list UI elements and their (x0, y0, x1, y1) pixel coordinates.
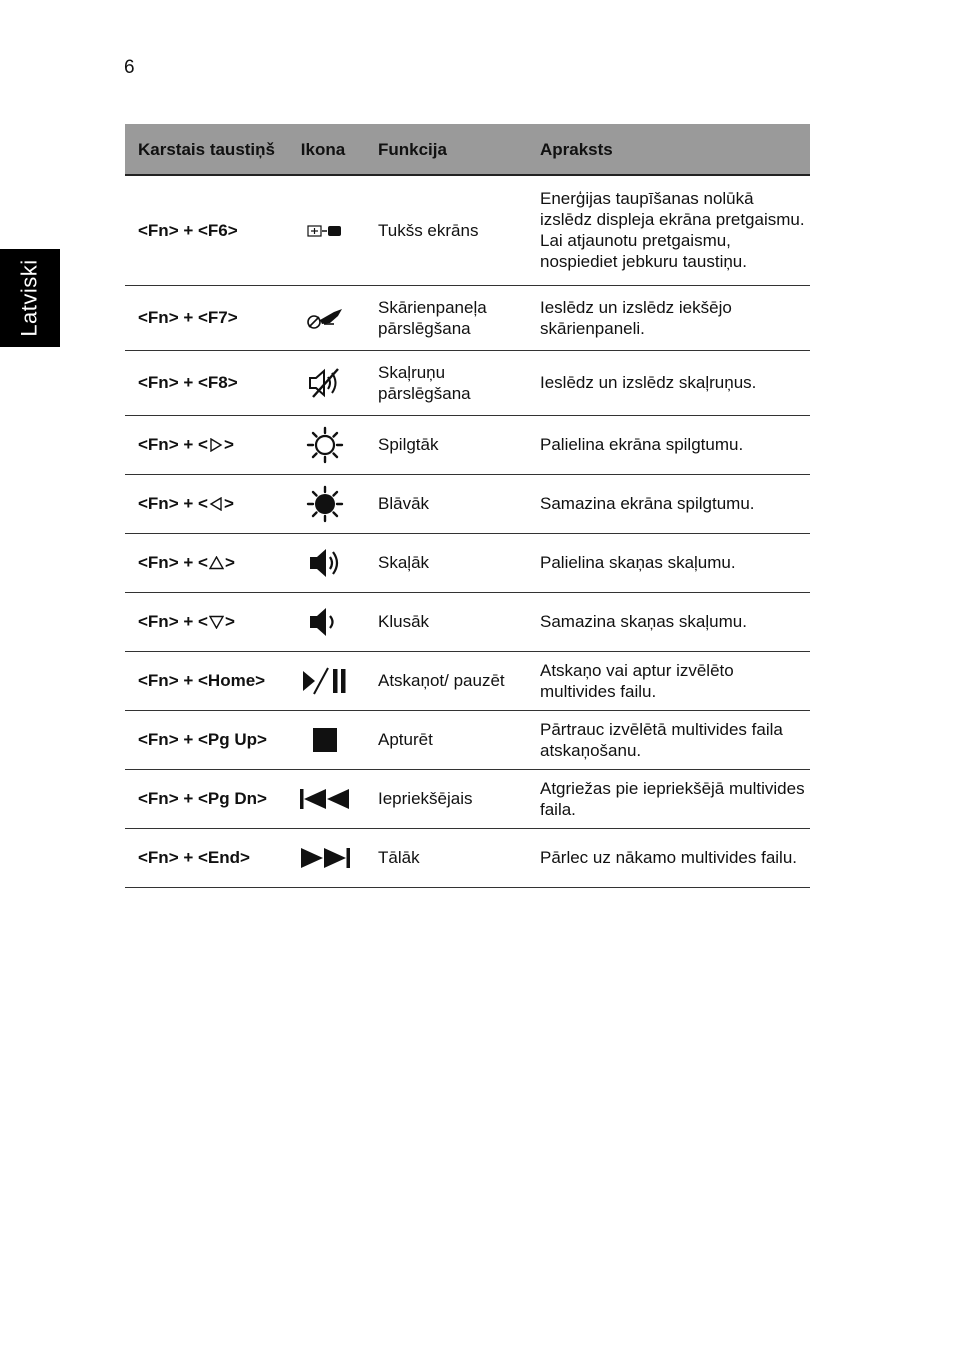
header-icon: Ikona (285, 124, 365, 175)
header-function: Funkcija (365, 124, 527, 175)
icon-cell (285, 350, 365, 415)
brightness-up-icon (306, 426, 344, 464)
icon-cell (285, 710, 365, 769)
language-side-tab (0, 249, 60, 347)
function-cell: Skaļāk (365, 533, 527, 592)
function-cell: Tukšs ekrāns (365, 175, 527, 285)
volume-up-icon (308, 547, 342, 579)
hotkey-cell: <Fn> + <Home> (125, 651, 285, 710)
language-label: Latviski (17, 259, 43, 337)
icon-cell (285, 474, 365, 533)
description-cell: Ieslēdz un izslēdz iekšējo skārienpaneli. (527, 285, 810, 350)
icon-cell (285, 651, 365, 710)
header-hotkey: Karstais taustiņš (125, 124, 285, 175)
description-cell: Ieslēdz un izslēdz skaļruņus. (527, 350, 810, 415)
function-cell: Iepriekšējais (365, 769, 527, 828)
hotkey-cell: <Fn> + <Pg Dn> (125, 769, 285, 828)
function-cell: Atskaņot/ pauzēt (365, 651, 527, 710)
table-row (125, 828, 810, 887)
icon-cell (285, 285, 365, 350)
hotkey-cell: <Fn> + < > (125, 533, 285, 592)
table-row (125, 350, 810, 415)
table-row (125, 474, 810, 533)
page-number: 6 (124, 57, 135, 78)
description-cell: Pārtrauc izvēlētā multivides faila atskaņošanu. (527, 710, 810, 769)
function-cell: Tālāk (365, 828, 527, 887)
table-row (125, 710, 810, 769)
table-row (125, 415, 810, 474)
hotkey-cell: <Fn> + < > (125, 474, 285, 533)
icon-cell (285, 828, 365, 887)
header-description: Apraksts (527, 124, 810, 175)
up-arrow-icon (209, 556, 224, 570)
icon-cell (285, 533, 365, 592)
description-cell: Palielina skaņas skaļumu. (527, 533, 810, 592)
stop-icon (312, 727, 338, 753)
hotkey-table (125, 124, 810, 888)
brightness-down-icon (306, 485, 344, 523)
description-cell: Atgriežas pie iepriekšējā multivides faila. (527, 769, 810, 828)
description-cell: Enerģijas taupīšanas nolūkā izslēdz displeja ekrāna pretgaismu. Lai atjaunotu pretgaismu, nospiediet jebkuru taustiņu. (527, 175, 810, 285)
hotkey-cell: <Fn> + < > (125, 592, 285, 651)
description-cell: Atskaņo vai aptur izvēlēto multivides failu. (527, 651, 810, 710)
function-cell: Spilgtāk (365, 415, 527, 474)
hotkey-cell: <Fn> + <F7> (125, 285, 285, 350)
table-header-row (125, 124, 810, 175)
function-cell: Skārienpaneļa pārslēgšana (365, 285, 527, 350)
icon-cell (285, 769, 365, 828)
description-cell: Samazina ekrāna spilgtumu. (527, 474, 810, 533)
table-row (125, 533, 810, 592)
hotkey-cell: <Fn> + <End> (125, 828, 285, 887)
right-arrow-icon (209, 438, 223, 452)
icon-cell (285, 592, 365, 651)
table-row (125, 285, 810, 350)
previous-track-icon (299, 788, 351, 810)
table-row (125, 651, 810, 710)
play-pause-icon (301, 666, 349, 696)
table-row (125, 592, 810, 651)
function-cell: Apturēt (365, 710, 527, 769)
hotkey-cell: <Fn> + <Pg Up> (125, 710, 285, 769)
function-cell: Blāvāk (365, 474, 527, 533)
speaker-mute-icon (307, 367, 343, 399)
left-arrow-icon (209, 497, 223, 511)
hotkey-cell: <Fn> + <F8> (125, 350, 285, 415)
next-track-icon (299, 847, 351, 869)
touchpad-toggle-icon (306, 306, 344, 330)
description-cell: Pārlec uz nākamo multivides failu. (527, 828, 810, 887)
function-cell: Klusāk (365, 592, 527, 651)
volume-down-icon (308, 604, 342, 640)
table-row (125, 769, 810, 828)
display-off-icon (307, 224, 343, 238)
function-cell: Skaļruņu pārslēgšana (365, 350, 527, 415)
description-cell: Palielina ekrāna spilgtumu. (527, 415, 810, 474)
icon-cell (285, 415, 365, 474)
table-row (125, 175, 810, 285)
down-arrow-icon (209, 615, 224, 629)
hotkey-cell: <Fn> + <F6> (125, 175, 285, 285)
description-cell: Samazina skaņas skaļumu. (527, 592, 810, 651)
hotkey-cell: <Fn> + < > (125, 415, 285, 474)
icon-cell (285, 175, 365, 285)
